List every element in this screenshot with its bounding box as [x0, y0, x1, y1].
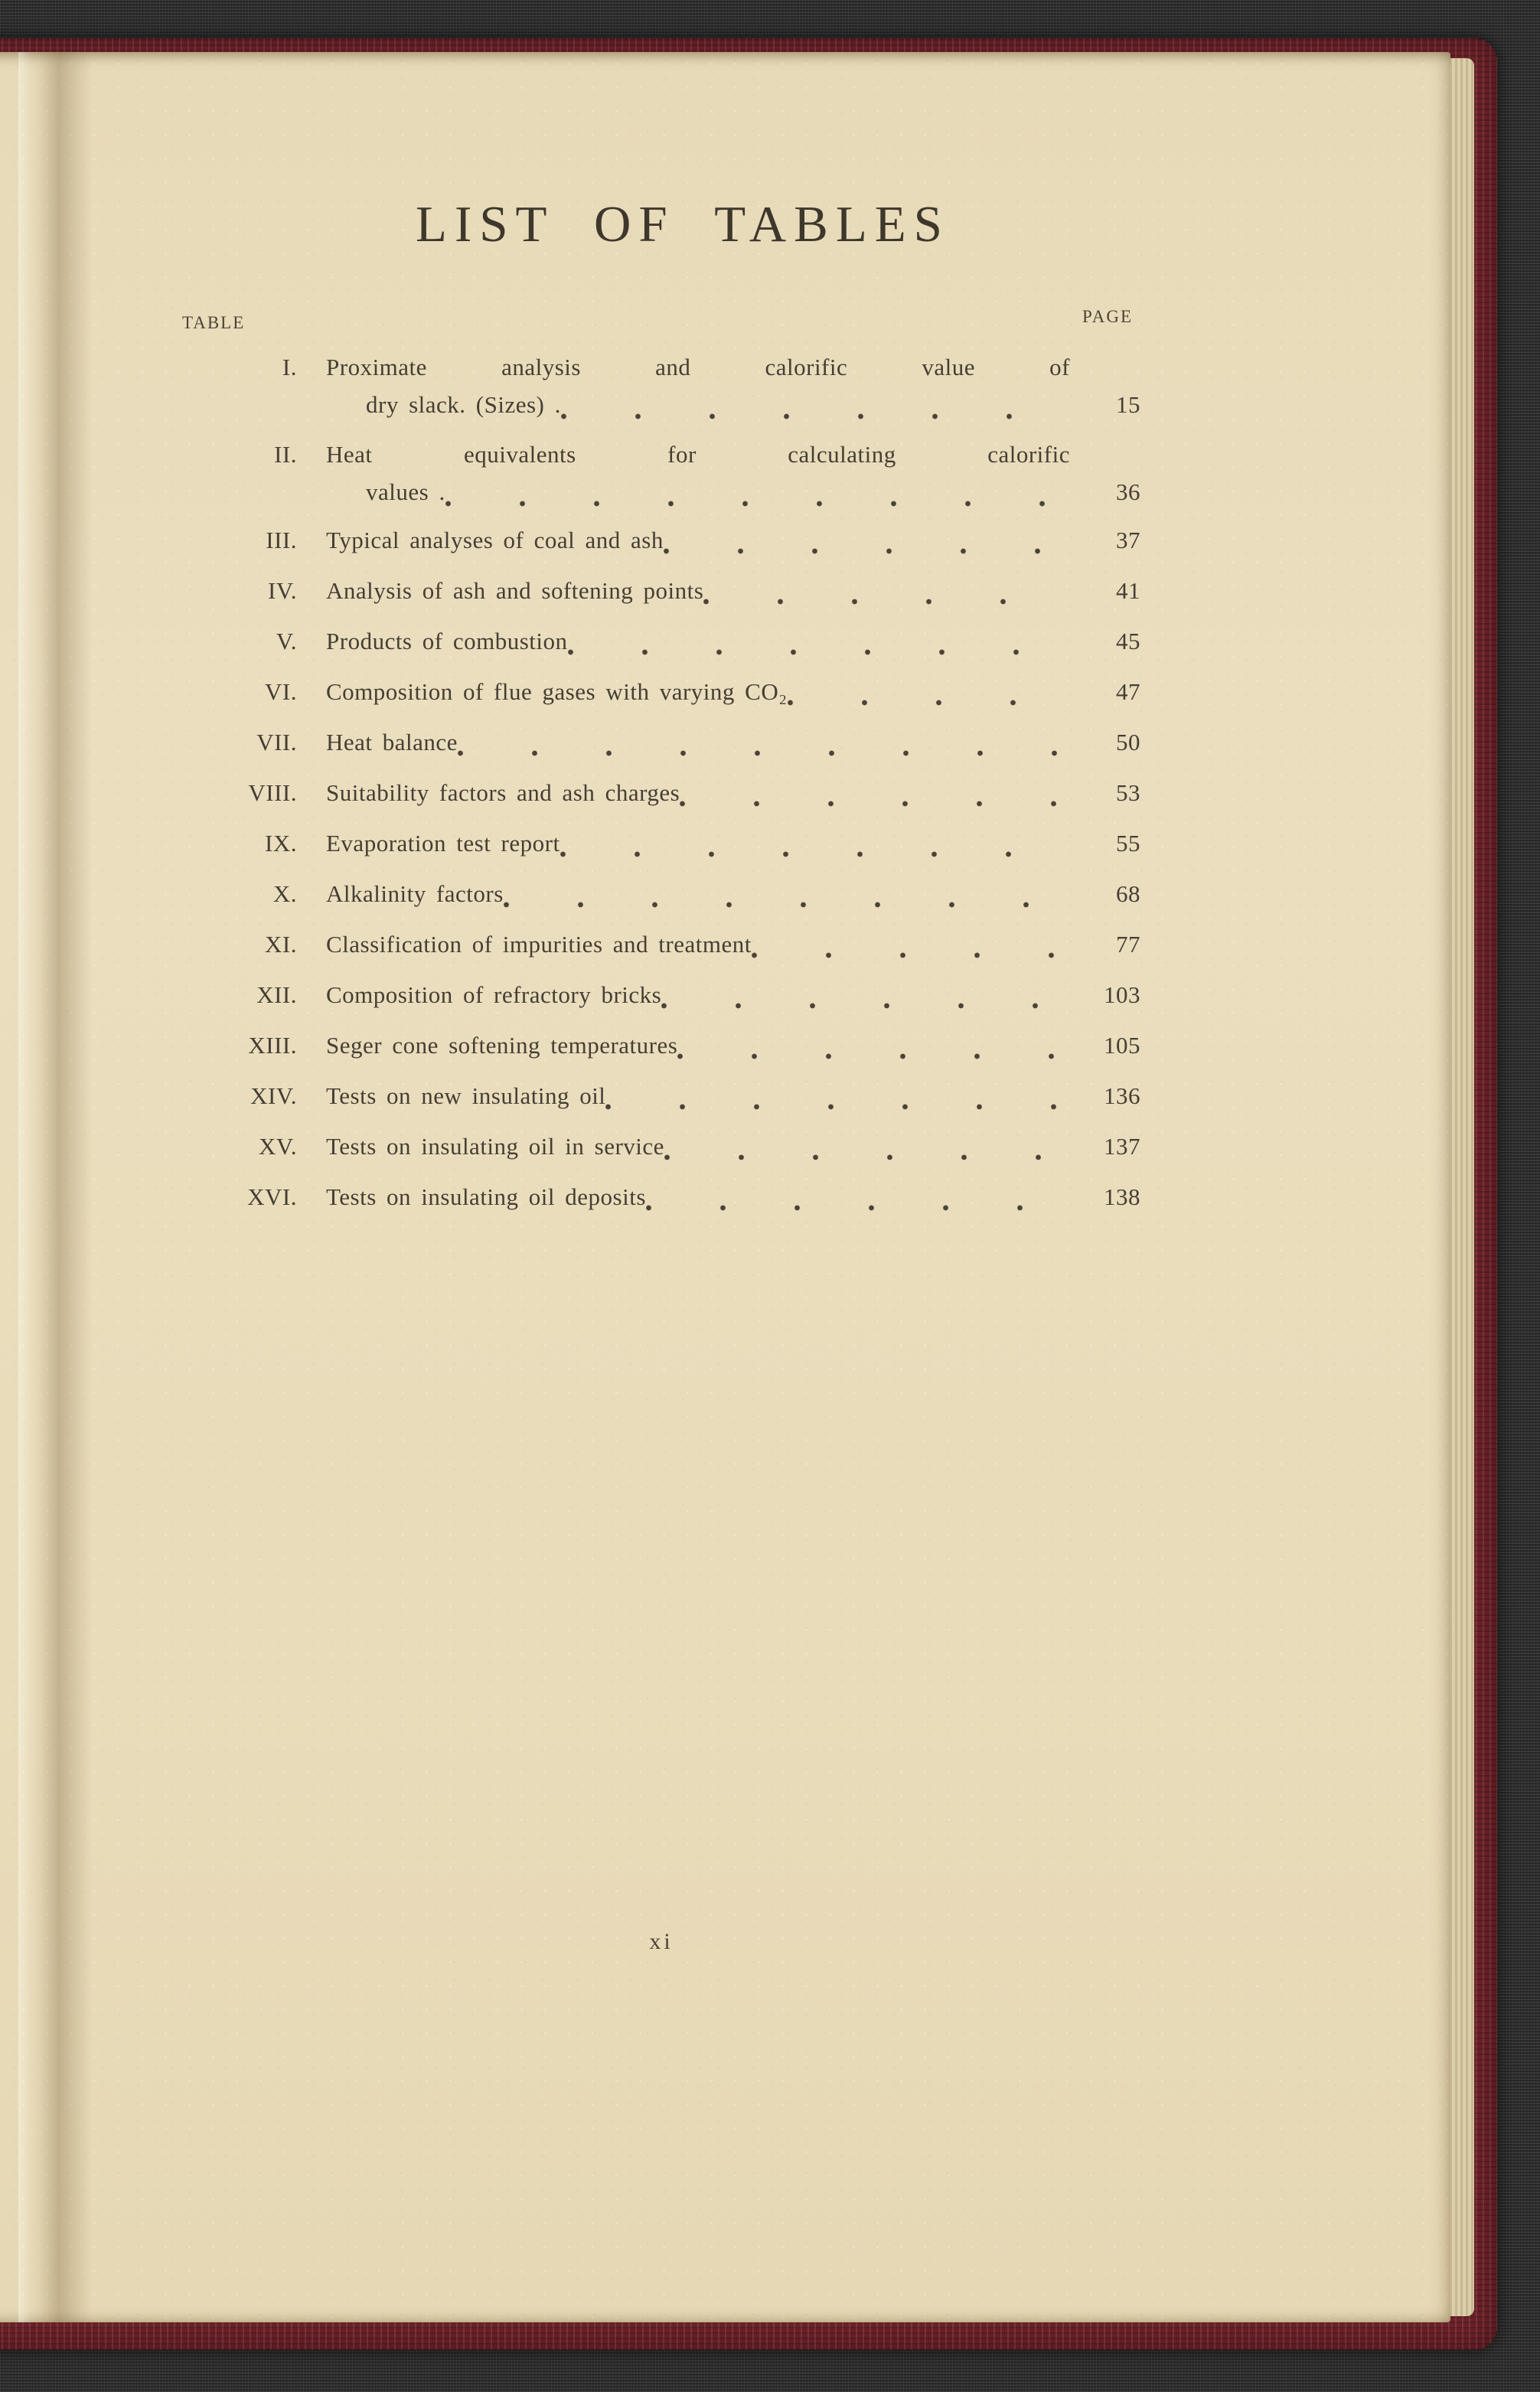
entry-page-number: 41: [1116, 577, 1140, 604]
entry-title: Composition of refractory bricks: [326, 981, 662, 1008]
folio-page-number: xi: [649, 1929, 674, 1954]
entry-title: Tests on new insulating oil: [326, 1082, 606, 1109]
entry-page-number: 37: [1116, 527, 1140, 553]
entry-numeral: V.: [276, 628, 297, 654]
column-headers: [182, 307, 1140, 333]
page-column-header: PAGE: [1082, 307, 1133, 326]
toc-entry: [182, 1180, 1140, 1215]
entry-page-number: 77: [1116, 931, 1140, 958]
entry-title: Alkalinity factors: [326, 880, 504, 907]
entry-page-number: 55: [1116, 830, 1140, 857]
entry-page-number: 15: [1116, 391, 1140, 418]
dot-leader: [752, 936, 1065, 962]
entry-page-number: 103: [1104, 981, 1140, 1008]
entry-title: Heat balance: [326, 729, 458, 755]
dot-leader: [560, 835, 1065, 861]
entry-title: Heat equivalents for calculating calorific: [326, 441, 1070, 468]
entry-page-number: 50: [1116, 729, 1140, 755]
entry-title: Analysis of ash and softening points: [326, 577, 704, 604]
entry-numeral: VI.: [265, 678, 297, 705]
entry-numeral: XIII.: [248, 1032, 297, 1059]
page-title: LIST OF TABLES: [416, 196, 950, 253]
entry-page-number: 47: [1116, 678, 1140, 705]
entry-title: Evaporation test report: [326, 830, 560, 857]
toc-entry: [182, 927, 1140, 962]
dot-leader: [445, 485, 1065, 511]
entry-numeral: XII.: [256, 981, 297, 1008]
toc-entry: [182, 573, 1140, 609]
toc-entry: [182, 1129, 1140, 1164]
dot-leader: [605, 1088, 1065, 1114]
entry-title: Tests on insulating oil deposits: [326, 1183, 646, 1210]
entry-page-number: 36: [1116, 478, 1140, 505]
toc-entry: [182, 1079, 1140, 1114]
entry-title: Suitability factors and ash charges: [326, 779, 680, 806]
dot-leader: [646, 1189, 1065, 1215]
dot-leader: [664, 1138, 1065, 1164]
dot-leader: [664, 532, 1065, 558]
toc-entry: [182, 725, 1140, 760]
entry-numeral: IX.: [265, 830, 297, 857]
entry-numeral: VII.: [256, 729, 297, 755]
entry-numeral: I.: [282, 354, 297, 380]
entry-title-continued: dry slack. (Sizes) .: [366, 391, 561, 418]
toc-entry: [182, 826, 1140, 861]
dot-leader: [568, 633, 1066, 659]
toc-entry: [182, 775, 1140, 811]
entry-title: Tests on insulating oil in service: [326, 1133, 664, 1160]
table-column-header: TABLE: [182, 313, 246, 332]
dot-leader: [458, 734, 1065, 760]
entry-numeral: VIII.: [248, 779, 297, 806]
entry-page-number: 68: [1116, 880, 1140, 907]
entry-page-number: 45: [1116, 628, 1140, 654]
entry-page-number: 137: [1104, 1133, 1140, 1160]
dot-leader: [677, 1037, 1065, 1063]
dot-leader: [788, 684, 1065, 710]
entry-numeral: XIV.: [250, 1082, 297, 1109]
dot-leader: [703, 582, 1065, 609]
entry-page-number: 105: [1104, 1032, 1140, 1059]
gutter-shadow: [18, 52, 92, 2322]
entry-title-continued: values .: [366, 478, 445, 505]
list-of-tables: [182, 348, 1140, 1215]
entry-numeral: III.: [266, 527, 297, 553]
toc-entry: [182, 523, 1140, 558]
entry-numeral: II.: [274, 441, 297, 468]
entry-numeral: X.: [272, 880, 297, 907]
dot-leader: [561, 397, 1065, 423]
entry-title: Classification of impurities and treatment: [326, 931, 752, 958]
entry-title: Typical analyses of coal and ash: [326, 527, 664, 553]
toc-entry: [182, 1028, 1140, 1063]
entry-numeral: IV.: [268, 577, 297, 604]
book-page: [0, 52, 1450, 2322]
dot-leader: [504, 886, 1065, 912]
entry-numeral: XI.: [265, 931, 297, 958]
dot-leader: [661, 987, 1065, 1013]
entry-page-number: 138: [1104, 1183, 1140, 1210]
toc-entry: [182, 348, 1140, 423]
entry-title: Proximate analysis and calorific value of: [326, 354, 1070, 380]
entry-numeral: XVI.: [247, 1183, 297, 1210]
entry-page-number: 136: [1104, 1082, 1140, 1109]
entry-title: Seger cone softening temperatures: [326, 1032, 678, 1059]
toc-entry: [182, 436, 1140, 511]
toc-entry: [182, 876, 1140, 912]
entry-numeral: XV.: [258, 1133, 297, 1160]
entry-page-number: 53: [1116, 779, 1140, 806]
entry-title: Composition of flue gases with varying CO₂: [326, 678, 788, 705]
entry-title: Products of combustion: [326, 628, 568, 654]
toc-entry: [182, 674, 1140, 710]
dot-leader: [680, 785, 1065, 811]
page-content: [182, 52, 1140, 1230]
toc-entry: [182, 977, 1140, 1013]
toc-entry: [182, 624, 1140, 659]
